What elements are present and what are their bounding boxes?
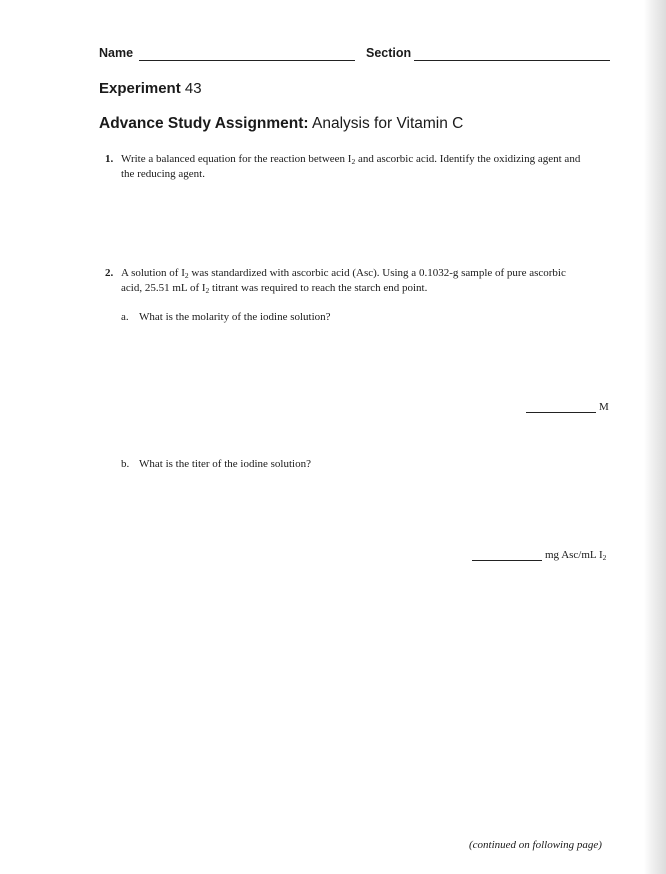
assignment-title-bold: Advance Study Assignment: (99, 115, 309, 132)
page-edge-shadow (644, 0, 666, 874)
name-label: Name (99, 46, 134, 60)
q2b-letter: b. (121, 458, 130, 470)
q1-line1: Write a balanced equation for the reaction between $I_2$ and ascorbic acid. Identify the oxidizing agent and (121, 153, 581, 166)
q2-line2: acid, 25.51 mL of $I_2$ titrant was required to reach the starch end point. (121, 282, 428, 295)
q2-line1: A solution of $I_2$ was standardized with ascorbic acid (Asc). Using a 0.1032-g sample of pure ascorbic (121, 267, 566, 280)
q2a-unit: M (599, 401, 609, 413)
section-label: Section (366, 46, 412, 60)
experiment-title (99, 80, 202, 97)
continued-note: (continued on following page) (469, 839, 602, 851)
q2-text (121, 266, 611, 296)
assignment-title-rest: Analysis for Vitamin C (312, 115, 464, 132)
q1-line2: the reducing agent. (121, 168, 205, 180)
q2b-unit: mg Asc/mL $I_2$ (545, 549, 607, 562)
q2-number: 2. (105, 267, 114, 279)
q2a-text: What is the molarity of the iodine solution? (139, 311, 331, 323)
q2b-text: What is the titer of the iodine solution? (139, 458, 311, 470)
name-field-line[interactable] (139, 60, 355, 61)
experiment-number: 43 (184, 80, 202, 97)
experiment-label: Experiment (99, 80, 181, 97)
assignment-title (99, 115, 463, 133)
section-field-line[interactable] (414, 60, 610, 61)
q2a-answer-line[interactable] (526, 412, 596, 413)
q2a-letter: a. (121, 311, 129, 323)
q1-number: 1. (105, 153, 114, 165)
q1-text (121, 152, 611, 182)
q2b-answer-line[interactable] (472, 560, 542, 561)
